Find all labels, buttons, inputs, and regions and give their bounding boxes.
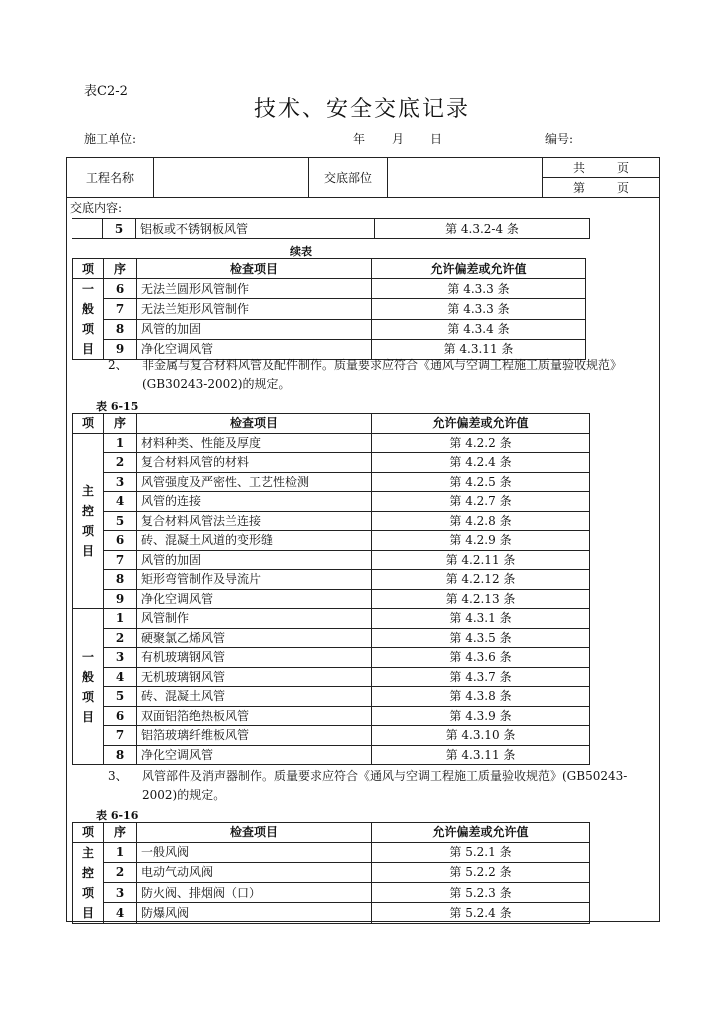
- row-value: 第 4.2.12 条: [372, 570, 590, 590]
- para3-line2: 2002)的规定。: [142, 788, 226, 802]
- continued-table: [72, 258, 586, 360]
- para3-line1: 风管部件及消声器制作。质量要求应符合《通风与空调工程施工质量验收规范》(GB50243-: [142, 769, 628, 783]
- row-item: 风管强度及严密性、工艺性检测: [137, 472, 372, 492]
- row-seq: 8: [104, 319, 137, 339]
- row-seq: 1: [104, 609, 137, 629]
- para2-line2: (GB30243-2002)的规定。: [142, 377, 291, 391]
- row-item: 一般风阀: [137, 842, 372, 862]
- row-value: 第 4.2.4 条: [372, 453, 590, 473]
- row-seq: 6: [104, 531, 137, 551]
- para2-number: 2、: [108, 358, 128, 372]
- row-value: 第 4.3.1 条: [372, 609, 590, 629]
- row-item: 复合材料风管的材料: [137, 453, 372, 473]
- top-row-seq: 5: [103, 219, 136, 239]
- row-item: 有机玻璃钢风管: [137, 648, 372, 668]
- total-page-unit: 页: [616, 160, 629, 175]
- row-seq: 3: [104, 648, 137, 668]
- row-seq: 7: [104, 299, 137, 319]
- table-6-16-label: 表 6-16: [96, 809, 139, 822]
- row-seq: 1: [104, 842, 137, 862]
- main-control-group: 主 控 项 目: [73, 433, 104, 609]
- row-item: 硬聚氯乙烯风管: [137, 628, 372, 648]
- row-seq: 1: [104, 433, 137, 453]
- col-header-value: 允许偏差或允许值: [372, 823, 590, 843]
- row-value: 第 4.3.7 条: [372, 667, 590, 687]
- general-items-group: 一 般 项 目: [73, 279, 104, 360]
- col-header-seq: 序: [104, 259, 137, 279]
- row-seq: 6: [104, 706, 137, 726]
- page-label: 第: [573, 180, 586, 195]
- row-item: 风管制作: [137, 609, 372, 629]
- row-seq: 8: [104, 570, 137, 590]
- row-seq: 9: [104, 339, 137, 359]
- row-item: 风管的加固: [137, 550, 372, 570]
- row-item: 砖、混凝土风管: [137, 687, 372, 707]
- part-label: 交底部位: [309, 158, 388, 198]
- col-header-item: 检查项目: [137, 259, 372, 279]
- day-label: 日: [430, 132, 443, 146]
- row-seq: 7: [104, 550, 137, 570]
- top-row-table: [72, 218, 590, 239]
- col-header-item: 检查项目: [137, 414, 372, 434]
- part-field[interactable]: [388, 158, 543, 198]
- row-seq: 7: [104, 726, 137, 746]
- row-item: 防爆风阀: [137, 903, 372, 923]
- row-value: 第 4.3.3 条: [372, 279, 586, 299]
- row-item: 防火阀、排烟阀（口）: [137, 883, 372, 903]
- table-6-16: [72, 822, 590, 924]
- row-value: 第 4.3.9 条: [372, 706, 590, 726]
- project-name-label: 工程名称: [67, 158, 154, 198]
- row-item: 材料种类、性能及厚度: [137, 433, 372, 453]
- row-value: 第 4.2.5 条: [372, 472, 590, 492]
- row-value: 第 4.3.4 条: [372, 319, 586, 339]
- row-seq: 9: [104, 589, 137, 609]
- month-label: 月: [392, 132, 405, 146]
- continued-label: 续表: [290, 245, 312, 258]
- row-item: 净化空调风管: [137, 745, 372, 765]
- col-header-category: 项: [73, 259, 104, 279]
- row-item: 矩形弯管制作及导流片: [137, 570, 372, 590]
- row-item: 复合材料风管法兰连接: [137, 511, 372, 531]
- top-row-item: 铝板或不锈钢板风管: [136, 219, 375, 239]
- table-6-15-label: 表 6-15: [96, 400, 139, 413]
- document-title: 技术、安全交底记录: [253, 97, 470, 122]
- row-value: 第 5.2.3 条: [372, 883, 590, 903]
- year-label: 年: [353, 132, 366, 146]
- row-item: 砖、混凝土风道的变形缝: [137, 531, 372, 551]
- content-label: 交底内容:: [70, 201, 123, 215]
- row-item: 风管的连接: [137, 492, 372, 512]
- para3-number: 3、: [108, 769, 128, 783]
- row-value: 第 4.3.8 条: [372, 687, 590, 707]
- project-name-field[interactable]: [154, 158, 309, 198]
- row-seq: 2: [104, 453, 137, 473]
- row-value: 第 5.2.2 条: [372, 862, 590, 882]
- row-value: 第 4.3.3 条: [372, 299, 586, 319]
- row-value: 第 4.2.9 条: [372, 531, 590, 551]
- col-header-seq: 序: [104, 823, 137, 843]
- col-header-category: 项: [73, 823, 104, 843]
- main-control-group: 主 控 项 目: [73, 842, 104, 923]
- row-seq: 3: [104, 472, 137, 492]
- total-label: 共: [573, 160, 586, 175]
- row-seq: 2: [104, 862, 137, 882]
- row-value: 第 4.3.6 条: [372, 648, 590, 668]
- row-seq: 5: [104, 511, 137, 531]
- row-item: 无法兰矩形风管制作: [137, 299, 372, 319]
- top-row-value: 第 4.3.2-4 条: [375, 219, 590, 239]
- form-code: 表C2-2: [84, 84, 128, 99]
- row-seq: 4: [104, 903, 137, 923]
- row-seq: 2: [104, 628, 137, 648]
- number-label: 编号:: [545, 132, 574, 146]
- row-item: 无法兰圆形风管制作: [137, 279, 372, 299]
- row-value: 第 4.2.2 条: [372, 433, 590, 453]
- col-header-item: 检查项目: [137, 823, 372, 843]
- row-value: 第 4.2.11 条: [372, 550, 590, 570]
- row-seq: 4: [104, 667, 137, 687]
- table-6-15: [72, 413, 590, 765]
- row-value: 第 5.2.4 条: [372, 903, 590, 923]
- para2-line1: 非金属与复合材料风管及配件制作。质量要求应符合《通风与空调工程施工质量验收规范》: [142, 358, 623, 372]
- col-header-value: 允许偏差或允许值: [372, 414, 590, 434]
- row-seq: 6: [104, 279, 137, 299]
- row-seq: 3: [104, 883, 137, 903]
- row-item: 无机玻璃钢风管: [137, 667, 372, 687]
- construction-unit-label: 施工单位:: [84, 132, 137, 146]
- row-value: 第 4.2.7 条: [372, 492, 590, 512]
- row-value: 第 4.2.13 条: [372, 589, 590, 609]
- row-item: 风管的加固: [137, 319, 372, 339]
- row-value: 第 4.3.5 条: [372, 628, 590, 648]
- general-items-group: 一 般 项 目: [73, 609, 104, 765]
- col-header-seq: 序: [104, 414, 137, 434]
- page-number-cell: [543, 178, 660, 198]
- row-value: 第 5.2.1 条: [372, 842, 590, 862]
- row-item: 双面铝箔绝热板风管: [137, 706, 372, 726]
- row-value: 第 4.3.11 条: [372, 745, 590, 765]
- row-item: 净化空调风管: [137, 589, 372, 609]
- row-value: 第 4.3.10 条: [372, 726, 590, 746]
- row-item: 铝箔玻璃纤维板风管: [137, 726, 372, 746]
- row-value: 第 4.3.11 条: [372, 339, 586, 359]
- header-table: [66, 157, 660, 198]
- row-item: 净化空调风管: [137, 339, 372, 359]
- col-header-category: 项: [73, 414, 104, 434]
- page-unit: 页: [616, 180, 629, 195]
- total-pages-cell: [543, 158, 660, 178]
- row-seq: 8: [104, 745, 137, 765]
- row-value: 第 4.2.8 条: [372, 511, 590, 531]
- row-seq: 5: [104, 687, 137, 707]
- col-header-value: 允许偏差或允许值: [372, 259, 586, 279]
- row-item: 电动气动风阀: [137, 862, 372, 882]
- row-seq: 4: [104, 492, 137, 512]
